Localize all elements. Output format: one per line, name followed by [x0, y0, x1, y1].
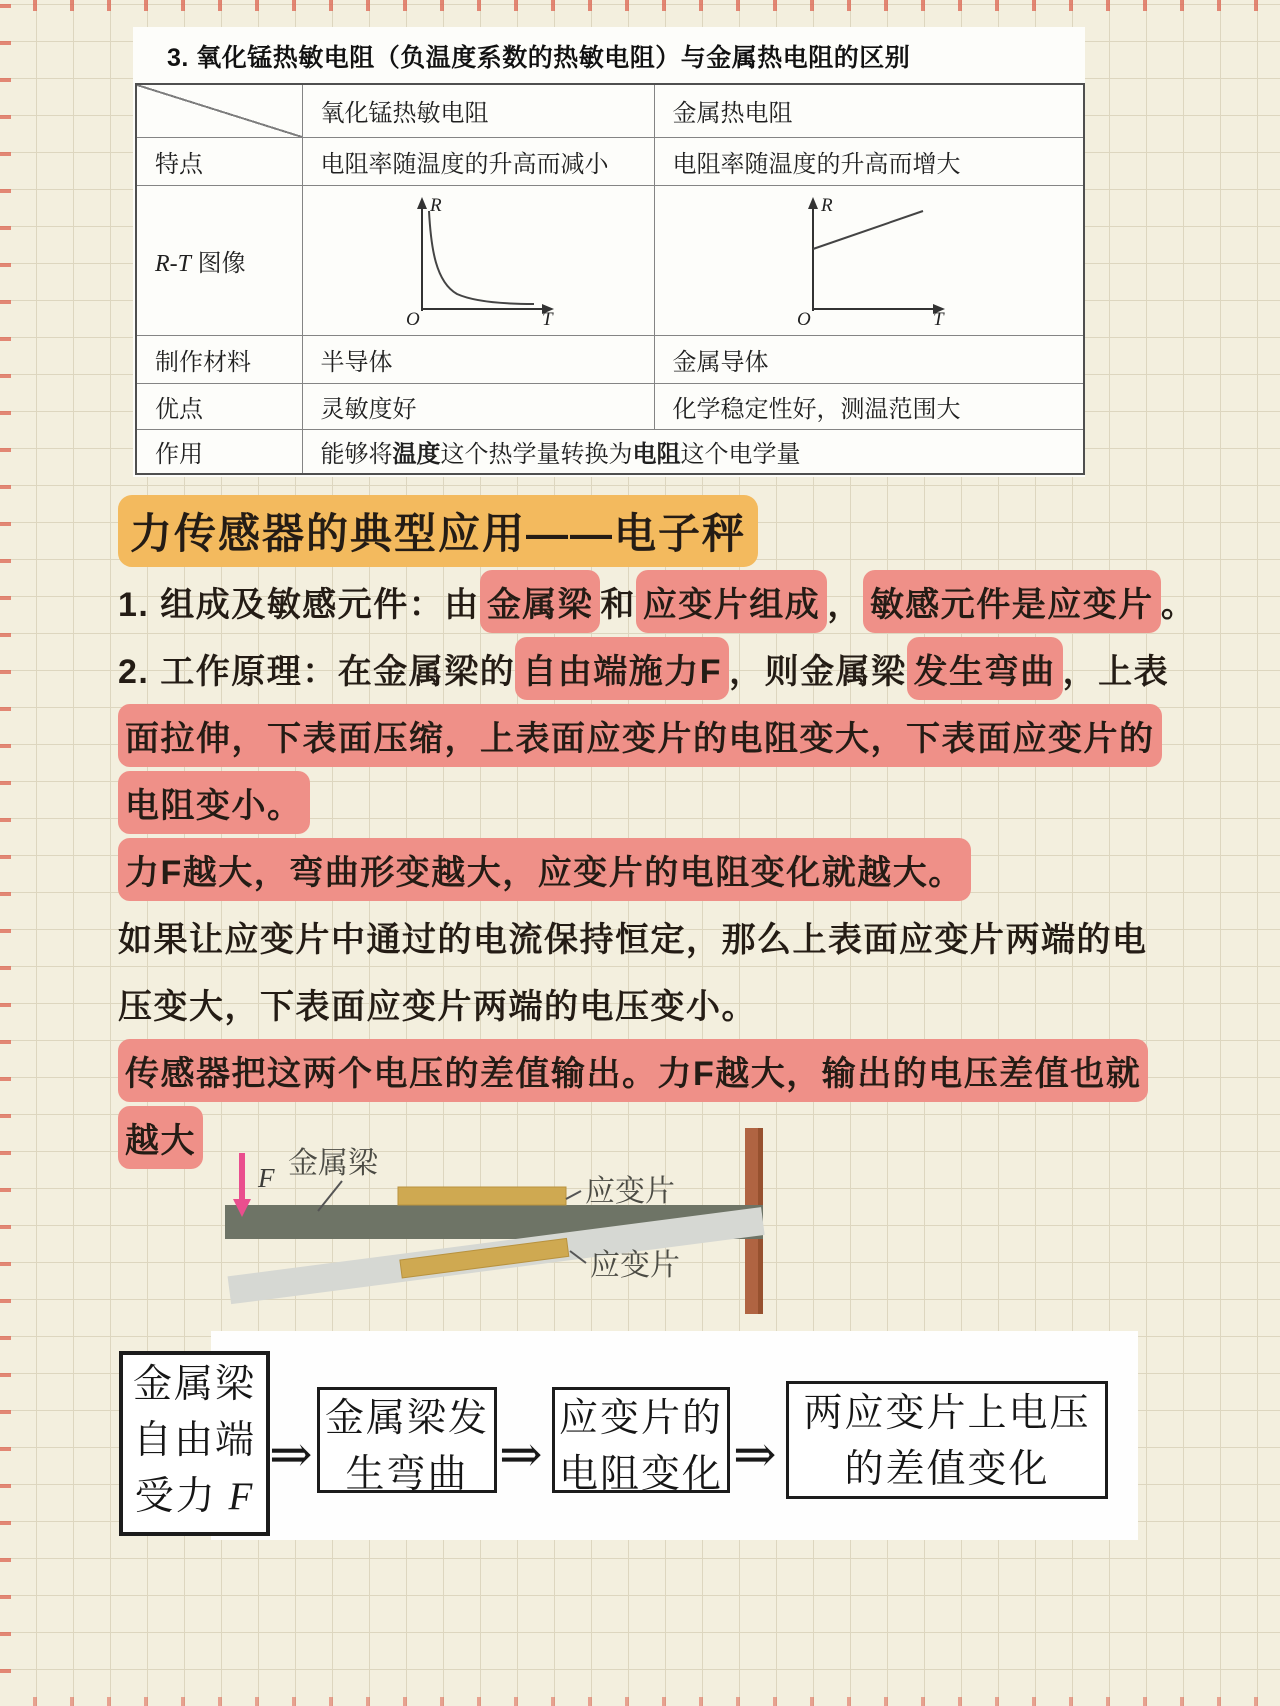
note-text: 如果让应变片中通过的电流保持恒定，那么上表面应变片两端的电	[118, 921, 1148, 959]
note-text: ，上表	[1062, 653, 1170, 691]
flow-box-text: 生弯曲	[345, 1453, 469, 1496]
highlighted-text: 应变片组成	[636, 570, 828, 633]
flow-box-text: 的差值变化	[844, 1448, 1050, 1491]
decreasing-curve-path	[429, 211, 534, 304]
thermistor-table-panel	[133, 27, 1085, 477]
comparison-table	[135, 83, 1085, 475]
flow-box-resistance-change	[552, 1387, 730, 1496]
row-label-rt-graph	[136, 185, 302, 335]
double-arrow-icon: ⇒	[269, 1427, 313, 1484]
highlighted-text: 敏感元件是应变片	[863, 570, 1161, 633]
highlighted-text: 越大	[118, 1106, 203, 1169]
row-label-feature: 特点	[136, 137, 302, 185]
gauge-top-label: 应变片	[585, 1175, 675, 1208]
notes-title-highlight: 力传感器的典型应用——电子秤	[118, 495, 758, 567]
rt-line-graph	[753, 187, 993, 327]
highlighted-text: 力F越大，弯曲形变越大，应变片的电阻变化就越大。	[118, 838, 971, 901]
force-label: F	[258, 1163, 275, 1193]
x-axis-label: T	[932, 308, 944, 327]
feature-thermistor: 电阻率随温度的升高而减小	[302, 137, 654, 185]
double-arrow-icon: ⇒	[733, 1427, 777, 1484]
highlighted-text: 电阻变小。	[118, 771, 310, 834]
flow-box-text: 金属梁发	[324, 1397, 489, 1440]
beam-label: 金属梁	[288, 1147, 378, 1180]
rt-italic-label: R-T	[155, 250, 191, 277]
flow-box-text: 两应变片上电压	[803, 1392, 1091, 1435]
rt-label-rest: 图像	[191, 249, 246, 277]
note-text: 1. 组成及敏感元件：由	[118, 586, 480, 624]
function-text: 这个电学量	[680, 440, 801, 468]
note-line-2	[118, 635, 1170, 702]
function-text: 这个热学量转换为	[440, 440, 633, 468]
table-row	[136, 335, 1084, 383]
beam-diagram-svg	[180, 1125, 880, 1340]
y-axis-label: R	[430, 194, 442, 216]
material-thermistor: 半导体	[302, 335, 654, 383]
grid-edge-ticks-left	[0, 0, 11, 1706]
flow-box-voltage-difference	[786, 1381, 1108, 1499]
highlighted-text: 金属梁	[480, 570, 601, 633]
rt-graph-cell-positive	[654, 185, 1084, 335]
header-cell-thermistor: 氧化锰热敏电阻	[302, 84, 654, 137]
note-text: ，	[827, 586, 863, 624]
table-row	[136, 137, 1084, 185]
y-axis-arrow-icon	[417, 197, 427, 209]
gauge-top-leader-line	[566, 1191, 581, 1199]
strain-gauge-diagram	[180, 1125, 880, 1340]
strain-gauge-top	[398, 1187, 566, 1205]
origin-label: O	[796, 308, 811, 327]
highlighted-text: 传感器把这两个电压的差值输出。力F越大，输出的电压差值也就	[118, 1039, 1148, 1102]
note-line-7	[118, 970, 1170, 1037]
flow-box-text: 自由端	[132, 1419, 256, 1462]
flow-box-text: 受力	[134, 1475, 229, 1518]
highlighted-text: 自由端施力F	[515, 637, 729, 700]
y-axis-arrow-icon	[808, 197, 818, 209]
note-line-6	[118, 903, 1170, 970]
note-line-5	[118, 836, 1170, 903]
row-label-advantage: 优点	[136, 383, 302, 429]
table-header-row	[136, 84, 1084, 137]
gauge-bottom-label: 应变片	[590, 1249, 680, 1282]
increasing-line-path	[813, 211, 923, 249]
table-row	[136, 185, 1084, 335]
flow-box-text: 金属梁	[132, 1363, 256, 1406]
rt-curve-graph	[362, 187, 602, 327]
note-line-1	[118, 568, 1197, 635]
origin-label: O	[406, 308, 420, 327]
flow-box-force-applied	[119, 1351, 270, 1536]
function-bold-resistance: 电阻	[632, 440, 681, 468]
note-line-4	[118, 769, 1170, 836]
note-text: 。	[1160, 586, 1197, 624]
note-line-8	[118, 1037, 1170, 1104]
note-text: ，则金属梁	[729, 653, 907, 691]
note-text: 2. 工作原理：在金属梁的	[118, 653, 516, 691]
function-bold-temperature: 温度	[392, 440, 441, 468]
handwritten-notes	[118, 494, 1197, 1171]
note-text: 和	[600, 586, 636, 624]
flow-box-beam-bends	[317, 1387, 497, 1496]
diagonal-header-cell	[136, 84, 302, 137]
row-label-material: 制作材料	[136, 335, 302, 383]
advantage-thermistor: 灵敏度好	[302, 383, 654, 429]
header-cell-metal: 金属热电阻	[654, 84, 1084, 137]
notes-title-line	[118, 494, 1170, 568]
grid-edge-ticks-bottom	[0, 1697, 1280, 1706]
note-text: 压变大，下表面应变片两端的电压变小。	[118, 988, 757, 1026]
function-text: 能够将	[320, 440, 393, 468]
x-axis-label: T	[542, 308, 553, 327]
flow-box-text: 电阻变化	[558, 1453, 723, 1496]
material-metal: 金属导体	[654, 335, 1084, 383]
force-symbol: F	[228, 1475, 255, 1518]
feature-metal: 电阻率随温度的升高而增大	[654, 137, 1084, 185]
flow-box-text: 应变片的	[558, 1397, 723, 1440]
advantage-metal: 化学稳定性好，测温范围大	[654, 383, 1084, 429]
grid-edge-ticks-top	[0, 0, 1280, 11]
rt-graph-cell-negative	[302, 185, 654, 335]
note-line-3	[118, 702, 1170, 769]
table-row	[136, 429, 1084, 474]
table-title: 3. 氧化锰热敏电阻（负温度系数的热敏电阻）与金属热电阻的区别	[167, 44, 911, 72]
table-row	[136, 383, 1084, 429]
highlighted-text: 发生弯曲	[907, 637, 1063, 700]
row-label-function: 作用	[136, 429, 302, 474]
double-arrow-icon: ⇒	[499, 1427, 543, 1484]
function-cell	[302, 429, 1084, 474]
highlighted-text: 面拉伸，下表面压缩，上表面应变片的电阻变大，下表面应变片的	[118, 704, 1162, 767]
flow-box-text	[123, 1469, 266, 1525]
y-axis-label: R	[820, 194, 833, 216]
